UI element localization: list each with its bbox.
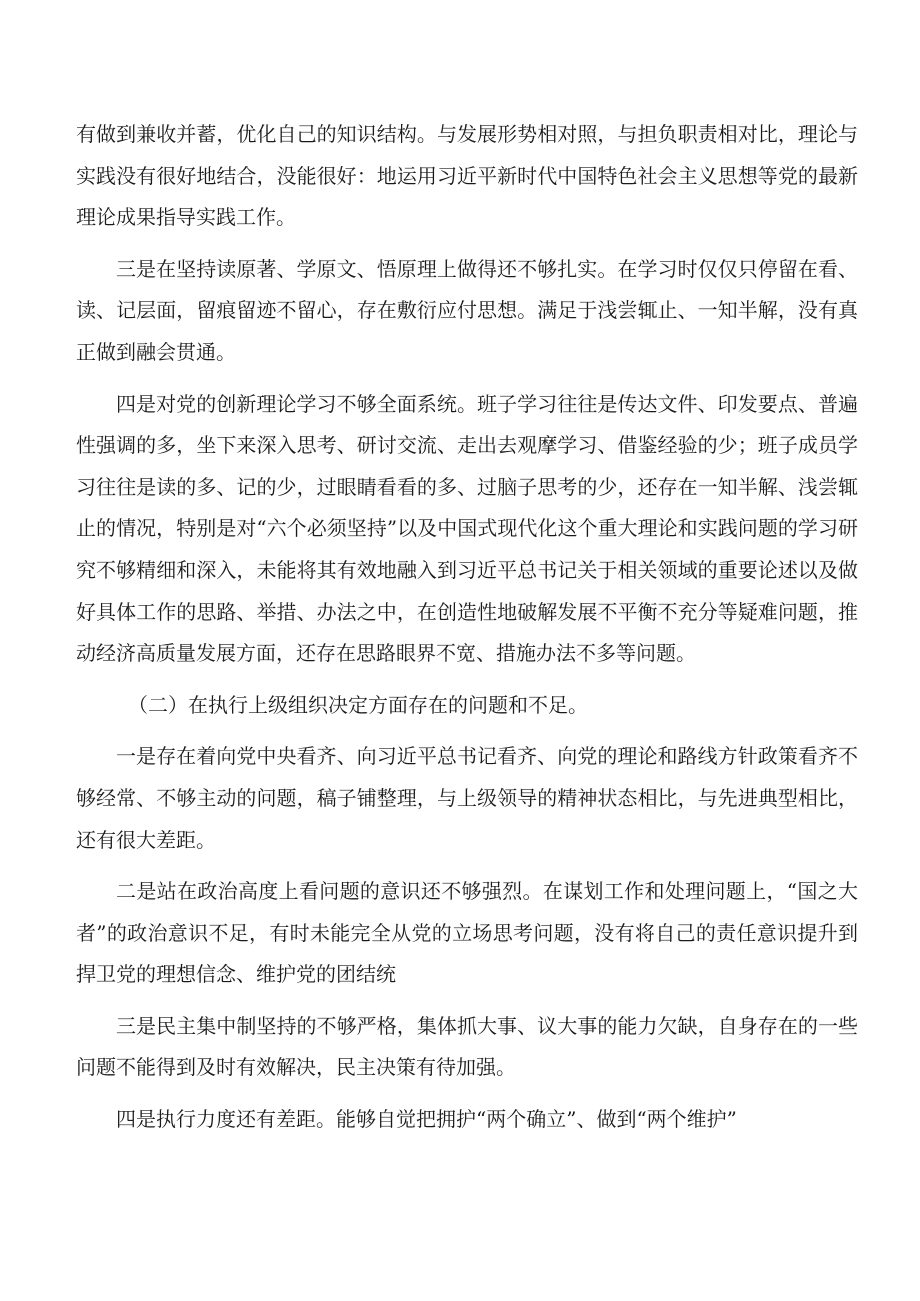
section-heading-two: （二）在执行上级组织决定方面存在的问题和不足。 [128,692,588,717]
paragraph-point-three-reading: 三是在坚持读原著、学原文、悟原理上做得还不够扎实。在学习时仅仅只停留在看、读、记层面，留痕留迹不留心，存在敷衍应付思想。满足于浅尝辄止、一知半解，没有真正做到融会贯通。 [76,256,858,364]
paragraph-point-one-alignment: 一是存在着向党中央看齐、向习近平总书记看齐、向党的理论和路线方针政策看齐不够经常、不够主动的问题，稿子铺整理，与上级领导的精神状态相比，与先进典型相比，还有很大差距。 [76,744,858,852]
paragraph-point-four-theory: 四是对党的创新理论学习不够全面系统。班子学习往往是传达文件、印发要点、普遍性强调的多，坐下来深入思考、研讨交流、走出去观摩学习、借鉴经验的少；班子成员学习往往是读的多、记的少，过眼睛看看的多、过脑子思考的少，还存在一知半解、浅尝辄止的情况，特别是对“六个必须坚持”以及中国式现代化这个重大理论和实践问题的学习研究不够精细和深入，未能将其有效地融入到习近平总书记关于相关领域的重要论述以及做好具体工作的思路、举措、办法之中，在创造性地破解发展不平衡不充分等疑难问题，推动经济高质量发展方面，还存在思路眼界不宽、措施办法不多等问题。 [76,391,858,666]
paragraph-point-two-political: 二是站在政治高度上看问题的意识还不够强烈。在谋划工作和处理问题上，“国之大者”的政治意识不足，有时未能完全从党的立场思考问题，没有将自己的责任意识提升到捍卫党的理想信念、维护党的团结统 [76,879,858,987]
paragraph-knowledge-structure: 有做到兼收并蓄，优化自己的知识结构。与发展形势相对照，与担负职责相对比，理论与实践没有很好地结合，没能很好：地运用习近平新时代中国特色社会主义思想等党的最新理论成果指导实践工作。 [76,122,858,230]
paragraph-point-three-democratic: 三是民主集中制坚持的不够严格，集体抓大事、议大事的能力欠缺，自身存在的一些问题不能得到及时有效解决，民主决策有待加强。 [76,1013,858,1080]
document-page [76,114,858,1151]
paragraph-point-four-execution: 四是执行力度还有差距。能够自觉把拥护“两个确立”、做到“两个维护” [116,1107,737,1132]
